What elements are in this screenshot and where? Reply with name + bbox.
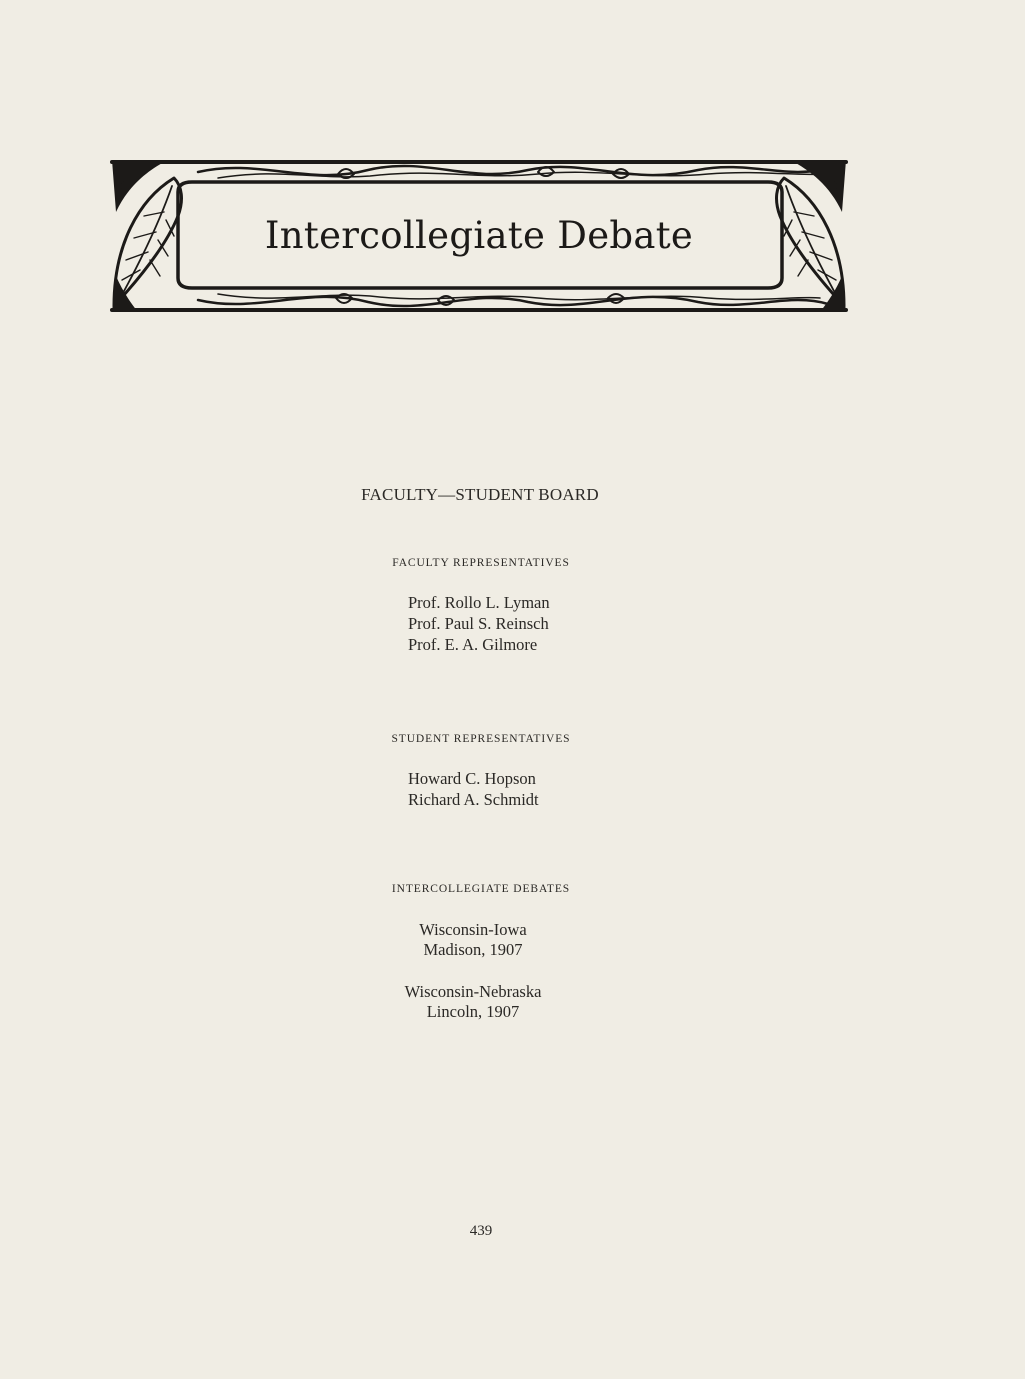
debate-place: Lincoln, 1907	[426, 1002, 520, 1021]
debate-match: Wisconsin-Iowa	[419, 920, 527, 939]
board-heading: FACULTY—STUDENT BOARD	[361, 485, 599, 504]
list-item: Prof. E. A. Gilmore	[408, 635, 538, 654]
debate-place: Madison, 1907	[423, 940, 523, 959]
page-title: Intercollegiate Debate	[264, 214, 694, 257]
list-item: Prof. Paul S. Reinsch	[408, 614, 549, 633]
list-item: Prof. Rollo L. Lyman	[408, 593, 550, 612]
list-item: Richard A. Schmidt	[408, 790, 539, 809]
debate-entry	[0, 982, 946, 1022]
page-number: 439	[469, 1223, 493, 1239]
debate-match: Wisconsin-Nebraska	[404, 982, 542, 1001]
student-name-list	[408, 768, 539, 810]
debates-section-heading: INTERCOLLEGIATE DEBATES	[391, 883, 571, 895]
debate-entry	[0, 920, 946, 960]
faculty-section-heading: FACULTY REPRESENTATIVES	[392, 557, 570, 569]
title-banner	[108, 156, 850, 316]
faculty-name-list	[408, 592, 550, 655]
student-section-heading: STUDENT REPRESENTATIVES	[391, 733, 571, 745]
list-item: Howard C. Hopson	[408, 769, 536, 788]
